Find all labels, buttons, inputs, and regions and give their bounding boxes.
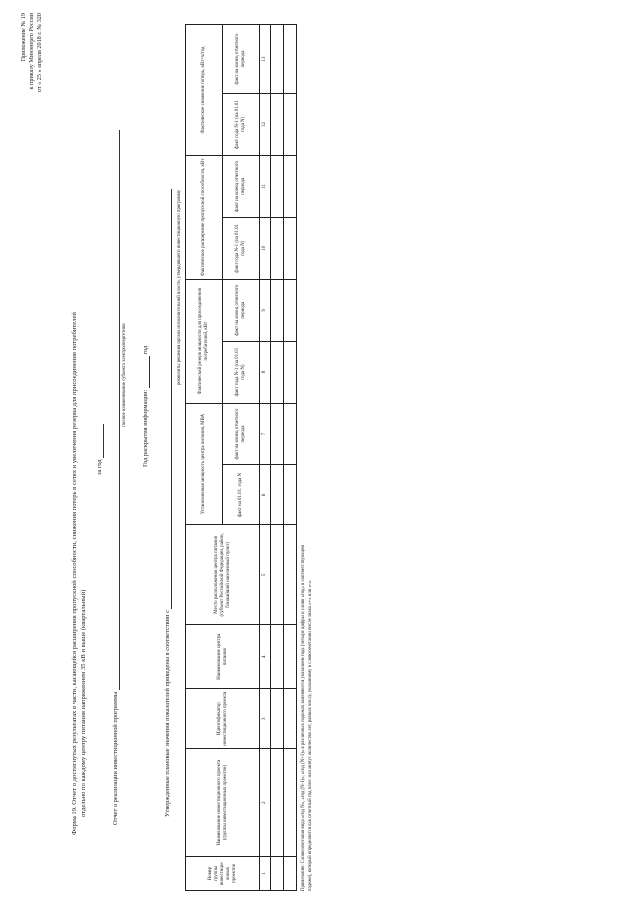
subheader-losses-b: факт на конец отчетного периода xyxy=(223,25,260,94)
column-number: 5 xyxy=(260,525,271,625)
table-cell xyxy=(284,525,297,625)
appendix-line-1: Приложение № 19 xyxy=(20,13,27,62)
form-title-line-2: отдельно по каждому центру питания напряжением 35 кВ и выше (квартальный) xyxy=(79,589,87,817)
report-line xyxy=(112,130,120,825)
header-group-number: Номер группы инвестици-онных проектов xyxy=(186,857,260,891)
table-cell xyxy=(284,625,297,689)
header-throughput: Фактическое расширение пропускной способности, кВт xyxy=(186,155,223,279)
column-number: 2 xyxy=(260,749,271,857)
table-cell xyxy=(271,217,284,279)
table-cell xyxy=(284,94,297,156)
table-cell xyxy=(284,341,297,403)
approved-blank xyxy=(164,189,172,609)
table-cell xyxy=(271,94,284,156)
table-cell xyxy=(284,25,297,94)
column-number: 12 xyxy=(260,94,271,156)
column-number: 8 xyxy=(260,341,271,403)
disclosure-label: Год раскрытия информации: xyxy=(142,389,149,467)
period-blank xyxy=(96,424,104,458)
table-cell xyxy=(271,465,284,525)
table-cell xyxy=(284,689,297,749)
table-header-row xyxy=(186,25,223,891)
disclosure-suffix: год xyxy=(142,345,149,355)
form-title-line-1: Форма 19. Отчет о достигнутых результатах в части, касающейся расширения пропускной способности, снижения потерь в сетях и увеличения резерва для присоединения потребителей xyxy=(71,312,78,835)
table-cell xyxy=(271,155,284,217)
column-number: 3 xyxy=(260,689,271,749)
footnote xyxy=(301,31,314,891)
form-title xyxy=(71,55,88,835)
table-cell xyxy=(284,155,297,217)
appendix-line-2: к приказу Минэнерго России xyxy=(28,13,35,90)
approved-line xyxy=(164,189,172,817)
column-number: 11 xyxy=(260,155,271,217)
subheader-throughput-b: факт на конец отчетного периода xyxy=(223,155,260,217)
column-number: 13 xyxy=(260,25,271,94)
column-number: 10 xyxy=(260,217,271,279)
table-cell xyxy=(271,341,284,403)
table-cell xyxy=(284,857,297,891)
header-losses: Фактическое снижение потерь, кВт×ч/год xyxy=(186,25,223,156)
header-center-location: Место расположения центра питания (субъект Российской Федерации, район, ближайший населенный пункт) xyxy=(186,525,260,625)
table-cell xyxy=(284,217,297,279)
period-label: за год xyxy=(96,459,103,475)
table-cell xyxy=(284,465,297,525)
appendix-line-3: от « 25 » апреля 2018 г. № 320 xyxy=(36,13,43,93)
table-cell xyxy=(271,689,284,749)
column-number: 4 xyxy=(260,625,271,689)
column-number: 9 xyxy=(260,279,271,341)
report-table xyxy=(185,24,297,891)
table-cell xyxy=(271,625,284,689)
appendix-header xyxy=(20,13,44,185)
table-cell xyxy=(284,403,297,465)
subheader-capacity-a: факт на 01.01. года N xyxy=(223,465,260,525)
approved-label: Утвержденные плановые значения показателей приведены в соответствии с xyxy=(164,610,171,817)
subheader-throughput-a: факт года N-1 (на 01.01 года N) xyxy=(223,217,260,279)
column-number-row xyxy=(260,25,271,891)
disclosure-blank xyxy=(142,356,150,388)
approved-caption: реквизиты решения органа исполнительной власти, утвердившего инвестиционную программу xyxy=(177,189,182,385)
table-cell xyxy=(271,403,284,465)
header-reserve: Фактический резерв мощности для присоединения потребителей, кВт xyxy=(186,279,223,403)
report-label: Отчет о реализации инвестиционной программы xyxy=(112,691,119,825)
table-cell xyxy=(271,279,284,341)
header-project-name: Наименование инвестиционного проекта (группы инвестиционных проектов) xyxy=(186,749,260,857)
table-cell xyxy=(271,749,284,857)
table-cell xyxy=(284,749,297,857)
table-cell xyxy=(284,279,297,341)
table-cell xyxy=(271,525,284,625)
subject-blank xyxy=(112,130,120,690)
subheader-reserve-a: факт года N-1 (на 01.01 года N) xyxy=(223,341,260,403)
disclosure-line xyxy=(142,346,150,467)
subject-caption: полное наименование субъекта электроэнергетики xyxy=(122,323,127,427)
table-cell xyxy=(271,25,284,94)
header-capacity: Установленная мощность центра питания, МВА xyxy=(186,403,223,525)
table-cell xyxy=(271,857,284,891)
column-number: 1 xyxy=(260,857,271,891)
header-center-name: Наименование центра питания xyxy=(186,625,260,689)
table-row xyxy=(284,25,297,891)
header-project-id: Идентификатор инвестиционного проекта xyxy=(186,689,260,749)
column-number: 7 xyxy=(260,403,271,465)
footnote-line-1: Примечание: Словосочетания вида «год N», «год (N-1)», «год (N+1)» в различных падежах заменяются указанием года (четыре цифры и слово «год» в соответствующем xyxy=(301,544,306,891)
subheader-capacity-b: факт на конец отчетного периода xyxy=(223,403,260,465)
subheader-reserve-b: факт на конец отчетного периода xyxy=(223,279,260,341)
period-line xyxy=(96,424,104,475)
footnote-line-2: падеже), который определяется как отчетный год плюс или минус количество лет, равных числу, указанному в словосочетании после знака «+» или «-». xyxy=(307,579,313,891)
subheader-losses-a: факт года N-1 (на 01.01 года N) xyxy=(223,94,260,156)
column-number: 6 xyxy=(260,465,271,525)
table-row xyxy=(271,25,284,891)
